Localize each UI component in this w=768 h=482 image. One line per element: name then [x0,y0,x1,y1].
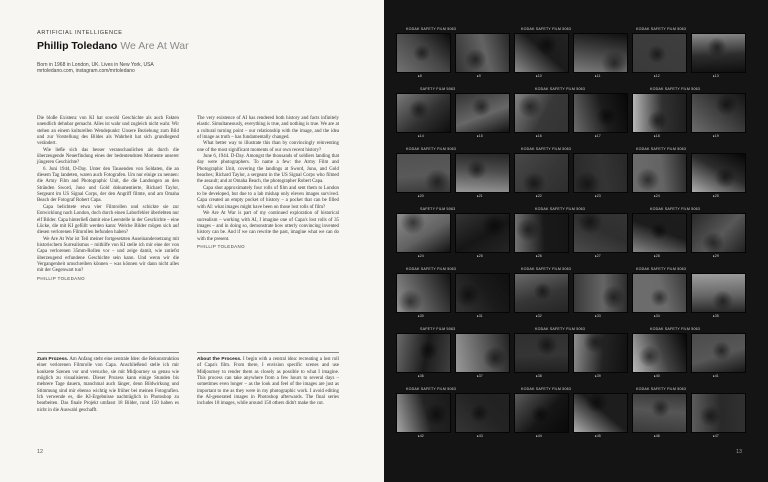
film-edge-mark: KODAK SAFETY FILM 5063 [535,327,586,331]
film-edge-mark: KODAK SAFETY FILM 5063 [521,27,572,31]
frame-number: ▸25 [477,254,483,258]
film-edge-mark: KODAK SAFETY FILM 5063 [636,147,687,151]
film-edge-mark: SAFETY FILM 5063 [420,87,456,91]
film-strip [396,146,748,201]
frame-number: ▸44 [536,434,542,438]
film-edge-marks [396,266,748,272]
section-label: ARTIFICIAL INTELLIGENCE [37,30,123,36]
frame-number: ▸35 [713,314,719,318]
divider-rule [197,352,339,353]
frame-number: ▸33 [595,314,601,318]
frame-number: ▸32 [536,314,542,318]
film-strip [396,206,748,261]
process-note-german [37,357,179,414]
german-credit: PHILLIP TOLEDANO [37,275,85,281]
frame-number: ▸29 [713,254,719,258]
german-paragraph: 6. Juni 1944, D-Day. Unter den Tausenden von Soldaten, die an diesem Tag landeten, waren auch Fotografen. Um nur einige zu nennen: die Army Film and Photographic Unit, die die Landungen an den Stränden Sword, Juno und Gold dokumentierte, Richard Taylor, Sergeant im US Signal Corps, der den Angriff filmte, und am Omaha Beach der Fotograf Robert Capa. [37,166,179,204]
film-frames [396,333,748,373]
film-frame [691,93,746,133]
frame-number: ▸24 [654,194,660,198]
film-frame [632,33,687,73]
frame-number: ▸42 [418,434,424,438]
frame-number: ▸28 [654,254,660,258]
film-frame [632,93,687,133]
film-frame [514,153,569,193]
film-frame [573,93,628,133]
film-frame [396,153,451,193]
bio-links: mrtoledano.com, instagram.com/mrtoledano [37,68,135,75]
page-number-right: 13 [736,449,742,455]
frame-number: ▸43 [477,434,483,438]
frame-numbers [396,134,748,140]
frame-number: ▸13 [713,74,719,78]
film-edge-mark: KODAK SAFETY FILM 5063 [521,147,572,151]
film-edge-mark: SAFETY FILM 5063 [420,207,456,211]
frame-number: ▸27 [595,254,601,258]
film-edge-mark: KODAK SAFETY FILM 5063 [406,147,457,151]
frame-number: ▸19 [713,134,719,138]
english-column [197,116,339,250]
frame-numbers [396,434,748,440]
film-edge-mark: KODAK SAFETY FILM 5063 [406,27,457,31]
film-frame [396,33,451,73]
frame-number: ▸14 [418,134,424,138]
film-frame [455,93,510,133]
film-frame [573,333,628,373]
german-paragraph: Die bloße Existenz von KI hat sowohl Geschichte als auch Fakten unendlich dehnbar gemacht. Alles ist wahr und zugleich nicht wahr. Wir stehen an einem kulturellen Wendepunkt: Unsere Beziehung zum Bild und zur Vorstellung des Bildes als Wahrheit hat sich grundlegend verändert. [37,116,179,147]
frame-number: ▸18 [654,134,660,138]
film-frame [455,153,510,193]
film-edge-mark: KODAK SAFETY FILM 5063 [535,207,586,211]
film-edge-mark: KODAK SAFETY FILM 5063 [636,387,687,391]
english-paragraph: June 6, 1944. D-Day. Amongst the thousands of soldiers landing that day were photographers. To name a few: the Army Film and Photographic Unit, covering the landings at Sword, Juno, and Gold beaches; Richard Taylor, a sergeant in the US Signal Corps who filmed the assault; and at Omaha Beach, the photographer Robert Capa. [197,154,339,185]
film-edge-mark: KODAK SAFETY FILM 5063 [406,267,457,271]
film-frame [632,393,687,433]
film-frame [396,273,451,313]
frame-numbers [396,374,748,380]
german-paragraph: Wie ließe sich das besser veranschaulichen als durch die überzeugende Neuerfindung eines der bedeutendsten Momente unserer jüngeren Geschichte? [37,147,179,166]
film-strip [396,86,748,141]
film-frame [691,213,746,253]
film-frames [396,33,748,73]
film-frame [514,273,569,313]
film-frame [573,33,628,73]
film-frame [691,333,746,373]
frame-number: ▸26 [536,254,542,258]
film-frames [396,273,748,313]
frame-number: ▸30 [418,314,424,318]
frame-number: ▸9 [477,74,481,78]
film-edge-marks [396,326,748,332]
film-edge-marks [396,206,748,212]
contact-sheet [396,26,748,446]
english-paragraph: What better way to illustrate this than by convincingly reinventing one of the most significant moments of our own recent history? [197,141,339,153]
film-frame [691,273,746,313]
film-edge-mark: KODAK SAFETY FILM 5063 [535,87,586,91]
bio-birth: Born in 1968 in London, UK. Lives in New York, USA [37,62,154,68]
film-frame [455,213,510,253]
film-frame [573,273,628,313]
film-frame [632,273,687,313]
film-edge-mark: KODAK SAFETY FILM 5063 [521,387,572,391]
film-frames [396,213,748,253]
german-paragraph: Capa belichtete etwa vier Filmrollen und schickte sie zur Entwicklung nach London, doch durch einen Laborfehler überlebten nur elf Bilder. Capa hinterließ damit eine Leerstelle in der Geschichte – eine Lücke, die mit KI gefüllt werden kann: Welche Bilder mögen sich auf diesen verlorenen Filmrollen befunden haben? [37,204,179,236]
work-title: We Are At War [120,40,189,52]
film-edge-mark: KODAK SAFETY FILM 5063 [636,267,687,271]
film-frame [691,33,746,73]
process-note-lead: About the Process. [197,357,242,362]
film-frame [632,333,687,373]
film-edge-mark: SAFETY FILM 5063 [420,327,456,331]
artist-bio [37,62,154,75]
german-paragraph: We Are At War ist Teil meiner fortgesetzten Auseinandersetzung mit historischem Surrealismus – mithilfe von KI stelle ich mir eine der von Capa verlorenen 35mm-Rollen vor – und zeige damit, wie zutiefst überzeugend erfundene Geschichte sein kann. Und wenn wir die Vergangenheit umschreiben können – was können wir dann nicht alles mit der Gegenwart tun? [37,236,179,274]
film-frame [514,213,569,253]
frame-number: ▸11 [595,74,601,78]
frame-number: ▸22 [536,194,542,198]
film-frame [396,93,451,133]
film-frame [573,393,628,433]
english-paragraph: Capa shot approximately four rolls of film and sent them to London to be developed, but due to a lab mishap only eleven images survived. Capa created an empty pocket of history – a pocket that can be filled with AI: what images might have been on those lost rolls of film? [197,185,339,210]
film-edge-mark: KODAK SAFETY FILM 5063 [521,267,572,271]
film-frame [573,153,628,193]
film-frames [396,393,748,433]
film-frames [396,93,748,133]
film-frame [514,333,569,373]
english-paragraph: We Are At War is part of my continued exploration of historical surrealism – working with AI, I imagine one of Capa's lost rolls of 35 images – and in doing so, demonstrate how utterly convincing invented history can be. And if we can rewrite the past, imagine what we can do with the present. [197,211,339,242]
film-edge-marks [396,86,748,92]
frame-number: ▸17 [595,134,601,138]
frame-number: ▸21 [477,194,483,198]
film-frame [691,153,746,193]
process-note-text: I begin with a central idea: recreating a lost roll of Capa's film. From there, I envision specific scenes and use Midjourney to render them as closely as possible to what I imagine. This process can take anywhere from a few hours to several days – sometimes even longer – as the look and feel of the images are just as important to me as they were in my photographic work. I avoid editing the AI-generated images in Photoshop afterwards. The final series includes 18 images, while around 150 others didn't make the cut. [197,357,340,407]
artist-name: Phillip Toledano [37,40,118,52]
frame-number: ▸16 [536,134,542,138]
film-strip [396,266,748,321]
film-strip [396,26,748,81]
film-frame [514,93,569,133]
film-edge-mark: KODAK SAFETY FILM 5063 [636,27,687,31]
film-edge-mark: KODAK SAFETY FILM 5063 [406,387,457,391]
frame-numbers [396,74,748,80]
film-frame [396,393,451,433]
film-frame [514,393,569,433]
film-edge-marks [396,146,748,152]
frame-number: ▸46 [654,434,660,438]
headline [37,40,189,52]
divider-rule [37,352,179,353]
film-frame [396,333,451,373]
frame-number: ▸37 [477,374,483,378]
frame-number: ▸10 [536,74,542,78]
frame-numbers [396,314,748,320]
frame-number: ▸45 [595,434,601,438]
page-number-left: 12 [37,449,43,455]
film-frame [573,213,628,253]
film-frame [632,213,687,253]
film-frame [455,33,510,73]
process-note-english [197,357,339,408]
process-note-text: Am Anfang steht eine zentrale Idee: die Rekonstruktion einer verlorenen Filmrolle von Capa. Anschließend stelle ich mir konkrete Szenen vor und versuche, sie mit Midjourney so genau wie möglich zu visualisieren. Dieser Prozess kann einige Stunden bis mehrere Tage dauern, manchmal auch länger, denn Bildwirkung und Stimmung sind mir ebenso wichtig wie früher bei meinen Fotografien. Ich verwende es, die KI-Ergebnisse nachträglich in Photoshop zu bearbeiten. Das finale Projekt umfasst 18 Bilder, rund 150 haben es nicht in die Auswahl geschafft. [37,357,179,413]
film-edge-mark: KODAK SAFETY FILM 5063 [650,87,701,91]
frame-number: ▸31 [477,314,483,318]
process-note-lead: Zum Prozess. [37,357,69,362]
frame-number: ▸12 [654,74,660,78]
film-edge-mark: KODAK SAFETY FILM 5063 [650,207,701,211]
film-strip [396,386,748,441]
frame-number: ▸23 [595,194,601,198]
german-column [37,116,179,282]
frame-number: ▸20 [418,194,424,198]
film-frame [632,153,687,193]
frame-number: ▸41 [713,374,719,378]
film-frame [455,273,510,313]
film-frame [691,393,746,433]
frame-numbers [396,194,748,200]
frame-number: ▸8 [418,74,422,78]
film-frame [455,393,510,433]
film-frame [455,333,510,373]
film-frames [396,153,748,193]
english-credit: PHILLIP TOLEDANO [197,243,245,249]
frame-number: ▸34 [654,314,660,318]
film-edge-marks [396,386,748,392]
frame-number: ▸25 [713,194,719,198]
english-paragraph: The very existence of AI has rendered both history and facts infinitely elastic. Simultaneously, everything is true, and nothing is true. We are at a cultural turning point – our relationship with the image, and the idea of image as truth – has fundamentally changed. [197,116,339,141]
frame-number: ▸40 [654,374,660,378]
frame-number: ▸36 [418,374,424,378]
frame-number: ▸15 [477,134,483,138]
film-frame [396,213,451,253]
film-strip [396,326,748,381]
frame-number: ▸47 [713,434,719,438]
frame-number: ▸24 [418,254,424,258]
frame-number: ▸39 [595,374,601,378]
film-edge-marks [396,26,748,32]
film-edge-mark: KODAK SAFETY FILM 5063 [650,327,701,331]
film-frame [514,33,569,73]
frame-number: ▸38 [536,374,542,378]
frame-numbers [396,254,748,260]
